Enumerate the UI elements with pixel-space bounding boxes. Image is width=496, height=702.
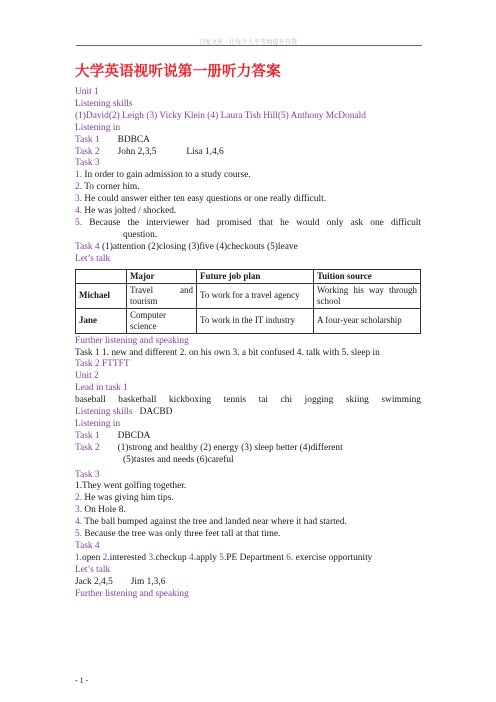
unit2-task3-item <box>75 529 421 541</box>
item-number: 3. <box>148 552 156 563</box>
item-text: To corner him. <box>84 182 140 193</box>
unit1-task3-item5-cont: question. <box>123 229 158 240</box>
item-number: 6. <box>286 552 294 563</box>
table-row <box>76 283 421 308</box>
item-number: 3. <box>75 194 83 205</box>
unit2-task4-label: Task 4 <box>75 541 100 551</box>
unit1-listening-skills-label: Listening skills <box>75 98 133 109</box>
table-header-cell <box>76 269 127 283</box>
unit2-task2-line1: (1)strong and healthy (2) energy (3) sleep better (4)different <box>117 442 343 453</box>
unit1-task1 <box>75 135 421 147</box>
unit1-heading: Unit 1 <box>75 87 99 97</box>
item-number: 3. <box>75 505 83 516</box>
unit1-task3-item5 <box>75 218 421 230</box>
item-text: In order to gain admission to a study course. <box>84 170 251 181</box>
table-row <box>76 308 421 333</box>
unit1-listening-skills-answer-text: (1)David(2) Leigh (3) Vicky Klein (4) Laura Tish Hill(5) Anthony McDonald <box>75 110 366 121</box>
unit1-task2-lisa: Lisa 1,4,6 <box>186 146 224 157</box>
table-header-cell: Tuition source <box>314 269 421 283</box>
unit1-task3-label: Task 3 <box>75 158 100 169</box>
item-text: The ball bumped against the tree and landed near where it had started. <box>84 517 347 528</box>
table-cell-plan: To work in the IT industry <box>197 308 314 333</box>
table-cell-name: Jane <box>76 308 127 333</box>
item-text: Because the interviewer had promised that he would only ask one difficult <box>89 217 422 228</box>
page-number: - 1 - <box>75 676 89 685</box>
unit1-task4-label: Task 4 <box>75 241 100 252</box>
unit2-sports-list: baseball basketball kickboxing tennis tai chi jogging skiing swimming <box>75 395 421 406</box>
lets-talk-table <box>75 269 421 334</box>
item-number: 2. <box>75 493 83 504</box>
unit2-lead-in: Lead in task 1 <box>75 383 128 394</box>
table-cell-major: Computer science <box>127 308 197 333</box>
item-text: open <box>82 552 103 563</box>
table-cell-source: A four-year scholarship <box>314 308 421 333</box>
unit1-task3-item <box>75 194 421 206</box>
unit1-task2 <box>75 147 421 159</box>
unit2-task3-item <box>75 505 421 517</box>
unit1-task1-answer: BDBCA <box>117 134 150 145</box>
unit2-jack: Jack 2,4,5 <box>75 576 113 587</box>
item-text: exercise opportunity <box>293 552 373 563</box>
item-text: He was jolted / shocked. <box>84 206 177 217</box>
item-number: 1. <box>75 481 83 492</box>
unit2-task3-item <box>75 481 421 493</box>
table-cell-major: Travel and tourism <box>127 283 197 308</box>
table-header-cell: Major <box>127 269 197 283</box>
unit2-listening-skills-answer: DACBD <box>139 407 173 418</box>
unit1-lets-talk-label: Let’s talk <box>75 253 111 264</box>
unit2-task1 <box>75 431 421 443</box>
document-title: 大学英语视听说第一册听力答案 <box>75 64 281 80</box>
item-number: 1. <box>75 552 83 563</box>
unit1-task3-item <box>75 182 421 194</box>
unit2-lets-talk-label: Let’s talk <box>75 564 111 575</box>
unit2-task2-cont <box>75 455 421 467</box>
item-text: PE Department <box>226 552 287 563</box>
unit2-jim: Jim 1,3,6 <box>130 576 166 587</box>
item-text: He was giving him tips. <box>84 493 174 504</box>
header-rule <box>76 45 422 46</box>
unit1-task2-label: Task 2 <box>75 146 100 157</box>
unit2-task3-item <box>75 517 421 529</box>
unit2-listening-skills <box>75 407 421 419</box>
item-text: apply <box>196 552 220 563</box>
unit2-further-label: Further listening and speaking <box>75 588 189 599</box>
unit1-task4 <box>75 242 421 254</box>
item-number: 4. <box>75 206 83 217</box>
table-cell-source: Working his way through school <box>314 283 421 308</box>
unit1-task2-john: John 2,3,5 <box>117 146 157 157</box>
unit1-task4-answer: (1)attention (2)closing (3)five (4)checkouts (5)leave <box>101 241 298 252</box>
unit2-task4-answers <box>75 553 421 565</box>
table-cell-plan: To work for a travel agency <box>197 283 314 308</box>
unit1-further-task2: Task 2 FTTFT <box>75 359 130 370</box>
unit2-task2-line2: (5)tastes and needs (6)careful <box>123 454 234 465</box>
unit2-task2 <box>75 443 421 455</box>
item-number: 5. <box>75 529 83 540</box>
item-text: On Hole 8. <box>84 505 126 516</box>
table-header-row <box>76 269 421 283</box>
unit2-task1-answer: DBCDA <box>117 430 151 441</box>
page-header: 百度文库 - 让每个人平等地提升自我 <box>198 40 298 46</box>
item-number: 5. <box>75 217 83 228</box>
item-text: They went golfing together. <box>82 481 187 492</box>
item-number: 2. <box>75 182 83 193</box>
item-text: checkup <box>155 552 190 563</box>
item-number: 5. <box>219 552 227 563</box>
unit1-listening-skills-answer <box>75 111 421 123</box>
unit1-task3-item <box>75 170 421 182</box>
item-text: He could answer either ten easy questions or one really difficult. <box>84 194 327 205</box>
table-header-cell: Future job plan <box>197 269 314 283</box>
unit2-task1-label: Task 1 <box>75 430 100 441</box>
unit2-task2-label: Task 2 <box>75 442 100 453</box>
item-number: 4. <box>75 517 83 528</box>
unit1-task1-label: Task 1 <box>75 134 100 145</box>
item-text: Because the tree was only three feet tall at that time. <box>84 529 281 540</box>
unit2-lets-talk-answers <box>75 577 421 589</box>
unit2-task3-item <box>75 493 421 505</box>
unit1-further-task1: Task 1 1. new and different 2. on his own 3. a bit confused 4. talk with 5. sleep in <box>75 347 380 358</box>
document-body <box>75 62 421 601</box>
unit2-heading: Unit 2 <box>75 371 99 382</box>
unit2-listening-skills-label: Listening skills <box>75 407 133 418</box>
unit1-listening-in-label: Listening in <box>75 122 121 133</box>
unit2-task3-label: Task 3 <box>75 469 100 480</box>
table-cell-name: Michael <box>76 283 127 308</box>
unit2-listening-in-label: Listening in <box>75 418 121 429</box>
item-number: 4. <box>189 552 197 563</box>
unit1-task3-item <box>75 206 421 218</box>
item-number: 2. <box>102 552 110 563</box>
item-text: interested <box>109 552 149 563</box>
unit1-further-label: Further listening and speaking <box>75 335 189 346</box>
item-number: 1. <box>75 170 83 181</box>
